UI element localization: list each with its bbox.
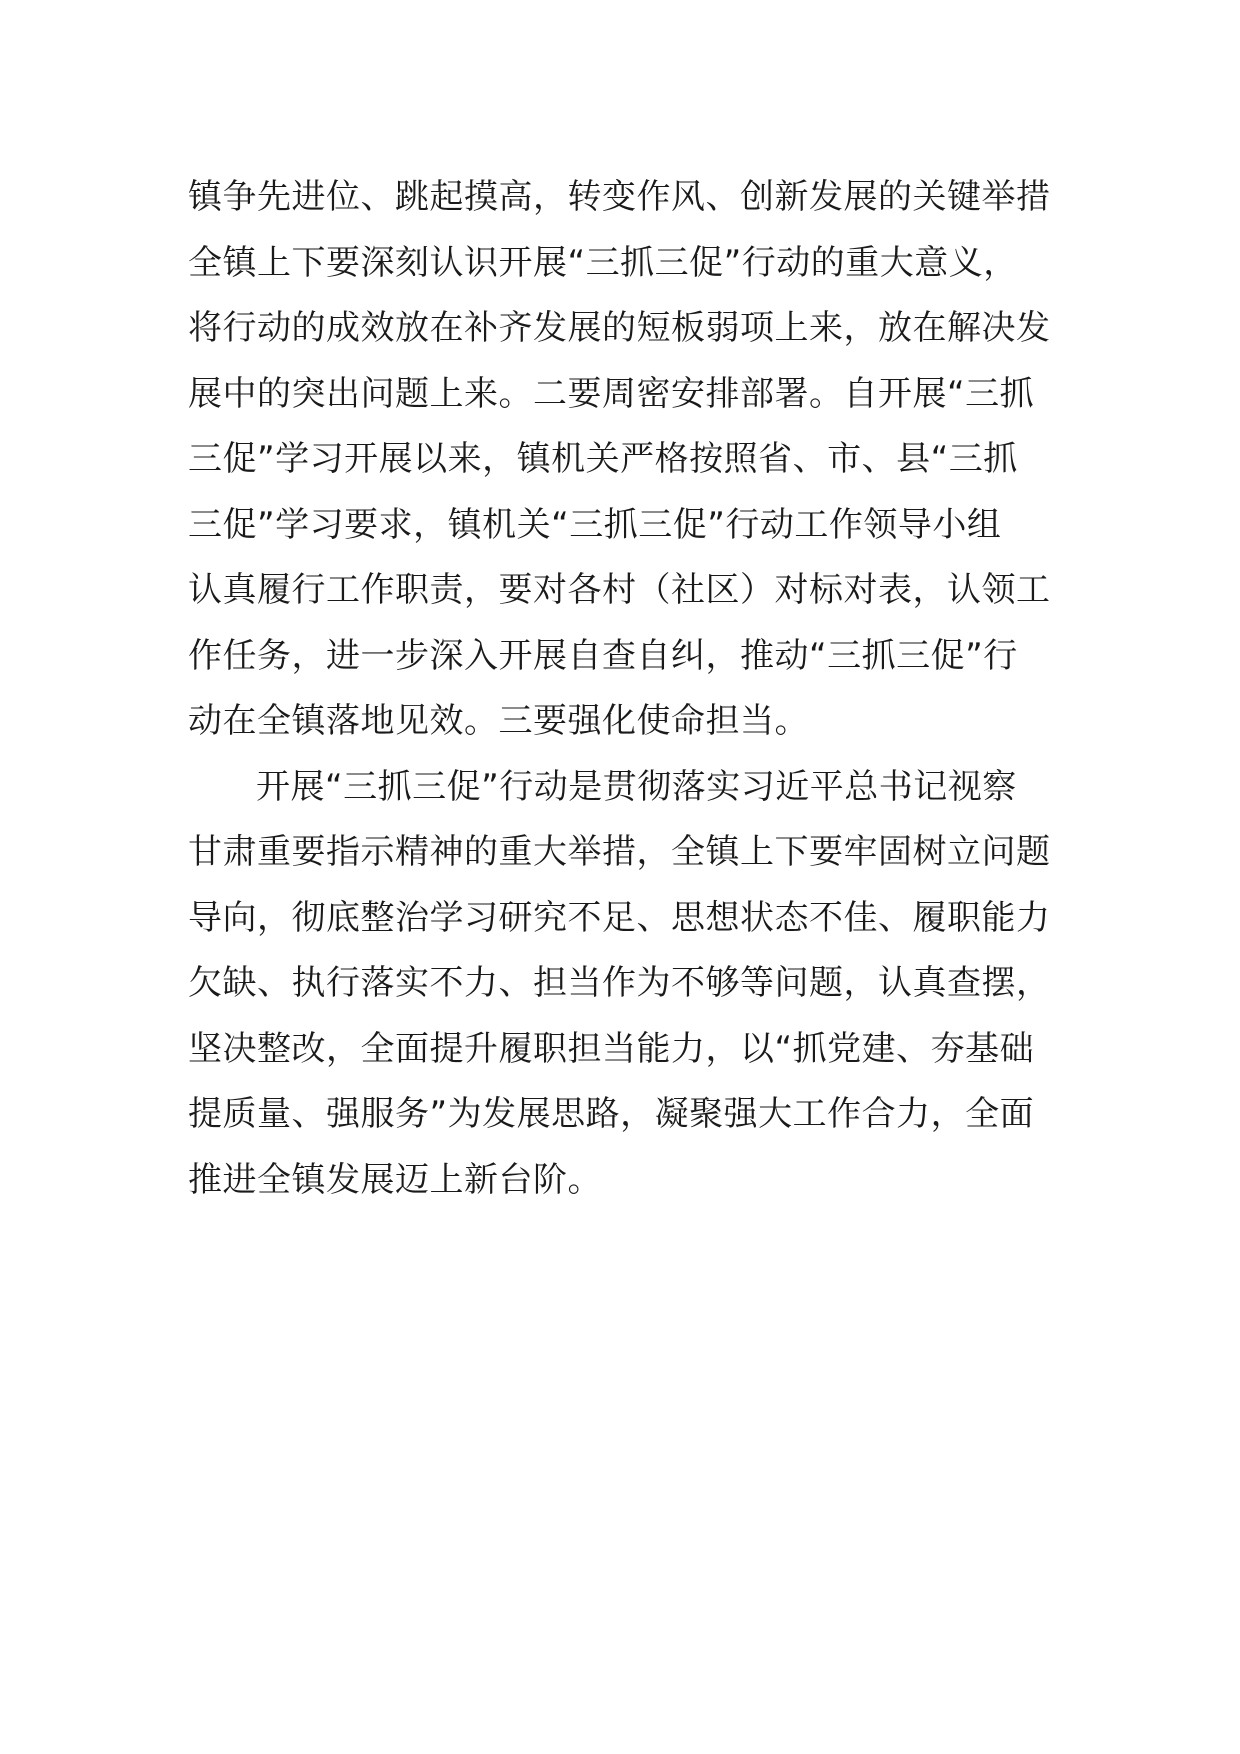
paragraph-1 xyxy=(188,165,1060,755)
text-line: 坚决整改，全面提升履职担当能力，以“抓党建、夯基础 xyxy=(188,1028,1035,1069)
text-line: 甘肃重要指示精神的重大举措，全镇上下要牢固树立问题 xyxy=(188,832,1051,872)
text-line: 推进全镇发展迈上新台阶。 xyxy=(188,1159,602,1200)
text-line: 将行动的成效放在补齐发展的短板弱项上来，放在解决发 xyxy=(188,308,1051,348)
text-line-indented: 开展“三抓三促”行动是贯彻落实习近平总书记视察 xyxy=(256,766,1017,807)
text-line: 展中的突出问题上来。二要周密安排部署。自开展“三抓 xyxy=(188,373,1035,414)
text-line: 三促”学习要求，镇机关“三抓三促”行动工作领导小组 xyxy=(188,504,1002,545)
text-line: 镇争先进位、跳起摸高，转变作风、创新发展的关键举措 xyxy=(188,177,1051,217)
text-line: 作任务，进一步深入开展自查自纠，推动“三抓三促”行 xyxy=(188,635,1018,676)
text-line: 全镇上下要深刻认识开展“三抓三促”行动的重大意义， xyxy=(188,242,1018,283)
text-line: 三促”学习开展以来，镇机关严格按照省、市、县“三抓 xyxy=(188,439,1018,479)
text-line: 欠缺、执行落实不力、担当作为不够等问题，认真查摆， xyxy=(188,963,1051,1003)
text-line: 导向，彻底整治学习研究不足、思想状态不佳、履职能力 xyxy=(188,897,1051,938)
document-body xyxy=(188,165,1060,1213)
text-line: 认真履行工作职责，要对各村（社区）对标对表，认领工 xyxy=(188,570,1051,610)
text-line: 提质量、强服务”为发展思路，凝聚强大工作合力，全面 xyxy=(188,1094,1035,1134)
text-line: 动在全镇落地见效。三要强化使命担当。 xyxy=(188,701,809,741)
paragraph-2 xyxy=(188,755,1060,1214)
